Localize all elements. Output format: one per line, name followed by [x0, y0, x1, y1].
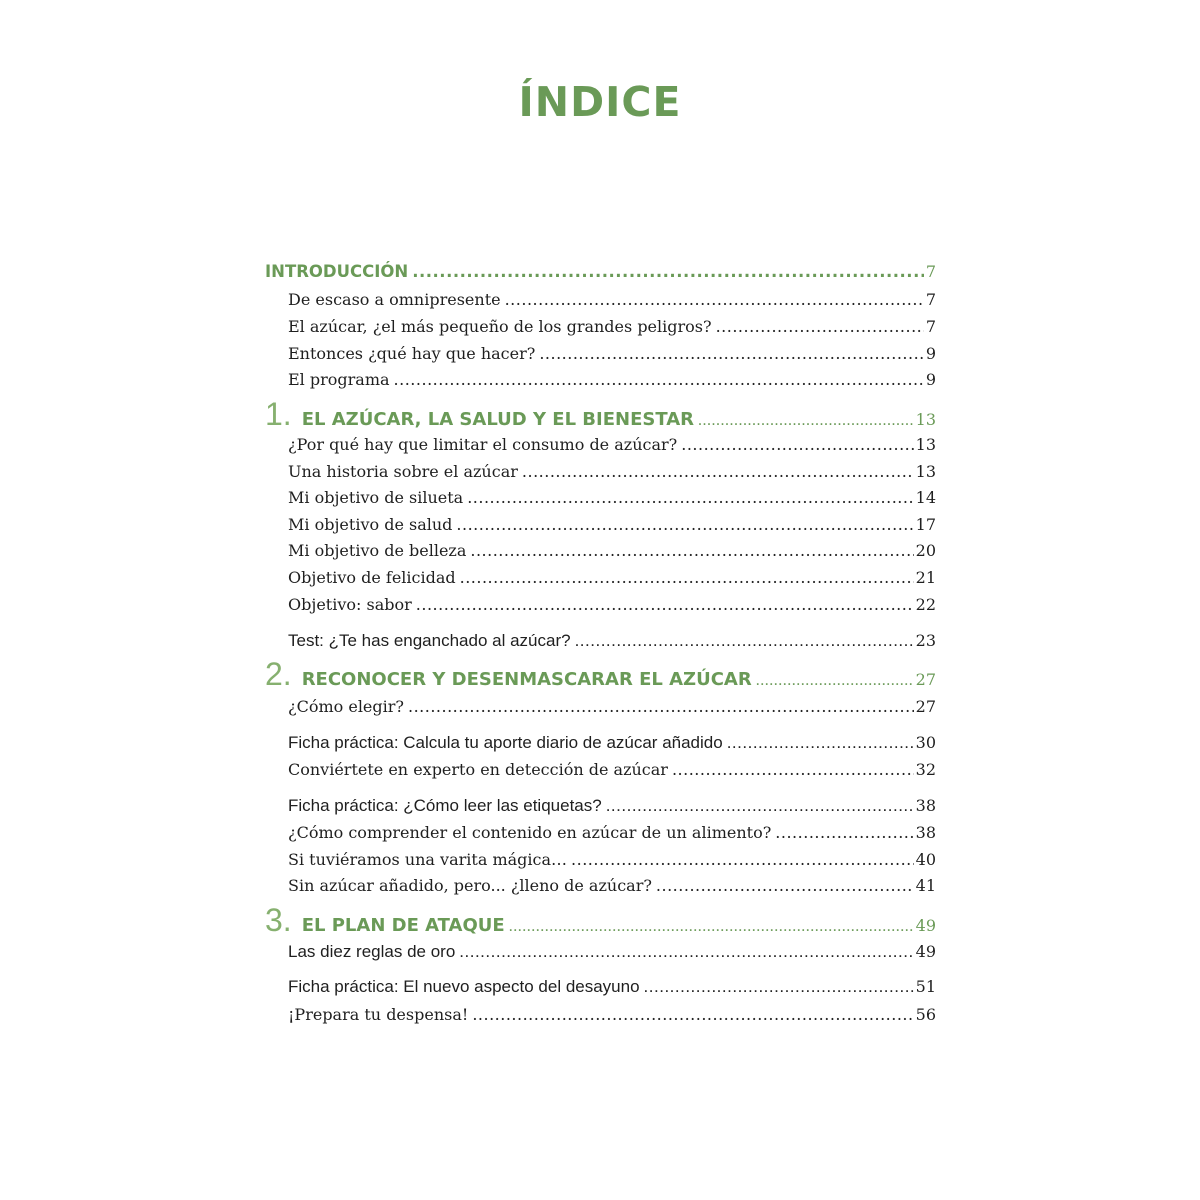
- toc-section-1-heading[interactable]: [265, 396, 936, 433]
- section-title: RECONOCER Y DESENMASCARAR EL AZÚCAR: [301, 669, 752, 690]
- toc-page-number: 23: [915, 631, 936, 650]
- dot-leader: [606, 796, 914, 816]
- toc-entry-title: ¡Prepara tu despensa!: [288, 1005, 469, 1024]
- dot-leader: [644, 977, 914, 997]
- toc-page-number: 41: [915, 876, 936, 895]
- toc-entry-title: Si tuviéramos una varita mágica…: [288, 850, 568, 869]
- toc-entry-title: Conviértete en experto en detección de azúcar: [288, 760, 668, 779]
- toc-entry-title: Mi objetivo de salud: [288, 515, 453, 534]
- dot-leader: [472, 1005, 913, 1024]
- toc-section-3-heading[interactable]: [265, 902, 936, 939]
- toc-page-number: 56: [915, 1005, 936, 1024]
- dot-leader: [756, 672, 914, 690]
- dot-leader: [408, 697, 914, 716]
- toc-page-number: 49: [915, 942, 936, 961]
- dot-leader: [575, 631, 914, 651]
- dot-leader: [416, 595, 914, 614]
- dot-leader: [571, 850, 914, 869]
- toc-entry[interactable]: [288, 344, 936, 363]
- toc-entry[interactable]: [288, 876, 936, 895]
- toc-entry-title: ¿Cómo comprender el contenido en azúcar de un alimento?: [288, 823, 772, 842]
- toc-entry[interactable]: [288, 697, 936, 716]
- toc-page-number: 51: [915, 977, 936, 996]
- section-number: 1.: [265, 396, 292, 432]
- toc-entry-title: Las diez reglas de oro: [288, 942, 456, 961]
- dot-leader: [509, 918, 914, 936]
- toc-entry[interactable]: [288, 1005, 936, 1024]
- dot-leader: [681, 435, 913, 454]
- dot-leader: [394, 370, 924, 389]
- toc-entry-title: Mi objetivo de belleza: [288, 541, 467, 560]
- toc-entry-title: Test: ¿Te has enganchado al azúcar?: [288, 631, 571, 650]
- toc-page-number: 13: [915, 410, 936, 429]
- toc-entry-title: El azúcar, ¿el más pequeño de los grandes peligros?: [288, 317, 712, 336]
- toc-page-number: 7: [925, 290, 936, 309]
- toc-entry[interactable]: [288, 823, 936, 842]
- toc-page-number: 7: [925, 317, 936, 336]
- toc-entry-title: Ficha práctica: Calcula tu aporte diario de azúcar añadido: [288, 733, 723, 752]
- toc-entry-title: ¿Cómo elegir?: [288, 697, 404, 716]
- toc-page-number: 9: [925, 370, 936, 389]
- dot-leader: [456, 515, 913, 534]
- toc-entry-title: Una historia sobre el azúcar: [288, 462, 518, 481]
- toc-page-number: 40: [915, 850, 936, 869]
- toc-entry[interactable]: [288, 760, 936, 779]
- dot-leader: [716, 317, 924, 336]
- toc-entry[interactable]: [288, 462, 936, 481]
- toc-page-number: 21: [915, 568, 936, 587]
- section-number: 2.: [265, 656, 292, 692]
- page-title: ÍNDICE: [518, 78, 682, 126]
- toc-entry-title: Sin azúcar añadido, pero... ¿lleno de azúcar?: [288, 876, 652, 895]
- toc-entry-title: Ficha práctica: ¿Cómo leer las etiquetas?: [288, 796, 602, 815]
- toc-entry[interactable]: [288, 568, 936, 587]
- toc-intro-heading[interactable]: [265, 262, 936, 281]
- toc-page-number: 13: [915, 462, 936, 481]
- toc-page-number: 38: [915, 796, 936, 815]
- dot-leader: [505, 290, 924, 309]
- toc-entry-title: De escaso a omnipresente: [288, 290, 501, 309]
- toc-entry[interactable]: [288, 631, 936, 651]
- toc-section-2-heading[interactable]: [265, 656, 936, 693]
- toc-entry-title: Objetivo de felicidad: [288, 568, 456, 587]
- dot-leader: [522, 462, 914, 481]
- section-number: 3.: [265, 902, 292, 938]
- dot-leader: [459, 942, 913, 962]
- toc-entry[interactable]: [288, 977, 936, 997]
- toc-entry[interactable]: [288, 488, 936, 507]
- toc-entry[interactable]: [288, 435, 936, 454]
- toc-entry-title: El programa: [288, 370, 390, 389]
- toc-entry[interactable]: [288, 850, 936, 869]
- toc-page-number: 30: [915, 733, 936, 752]
- toc-entry-title: Entonces ¿qué hay que hacer?: [288, 344, 536, 363]
- toc-page-number: 27: [915, 697, 936, 716]
- dot-leader: [698, 412, 914, 430]
- dot-leader: [656, 876, 914, 895]
- toc-page-number: 13: [915, 435, 936, 454]
- toc-entry[interactable]: [288, 290, 936, 309]
- toc-entry[interactable]: [288, 370, 936, 389]
- toc-entry-title: Objetivo: sabor: [288, 595, 412, 614]
- toc-page-number: 49: [915, 916, 936, 935]
- section-title: EL PLAN DE ATAQUE: [301, 915, 505, 936]
- toc-entry-title: INTRODUCCIÓN: [265, 262, 409, 281]
- toc-page-number: 32: [915, 760, 936, 779]
- toc-entry[interactable]: [288, 515, 936, 534]
- toc-page-number: 7: [925, 262, 936, 281]
- toc-page-number: 27: [915, 670, 936, 689]
- toc-page-number: 22: [915, 595, 936, 614]
- toc-entry[interactable]: [288, 733, 936, 753]
- toc-entry[interactable]: [288, 796, 936, 816]
- toc-entry-title: Mi objetivo de silueta: [288, 488, 464, 507]
- dot-leader: [775, 823, 913, 842]
- section-title: EL AZÚCAR, LA SALUD Y EL BIENESTAR: [301, 409, 695, 430]
- dot-leader: [460, 568, 914, 587]
- toc-entry[interactable]: [288, 595, 936, 614]
- toc-page-number: 9: [925, 344, 936, 363]
- toc-entry-title: Ficha práctica: El nuevo aspecto del desayuno: [288, 977, 640, 996]
- toc-page-number: 20: [915, 541, 936, 560]
- dot-leader: [727, 733, 914, 753]
- toc-page-number: 38: [915, 823, 936, 842]
- toc-page-number: 17: [915, 515, 936, 534]
- toc-entry[interactable]: [288, 942, 936, 962]
- dot-leader: [470, 541, 913, 560]
- toc-entry[interactable]: [288, 541, 936, 560]
- toc-page-number: 14: [915, 488, 936, 507]
- toc-entry-title: ¿Por qué hay que limitar el consumo de azúcar?: [288, 435, 678, 454]
- dot-leader: [467, 488, 913, 507]
- dot-leader: [672, 760, 914, 779]
- dot-leader: [539, 344, 923, 363]
- dot-leader: [412, 262, 924, 281]
- toc-entry[interactable]: [288, 317, 936, 336]
